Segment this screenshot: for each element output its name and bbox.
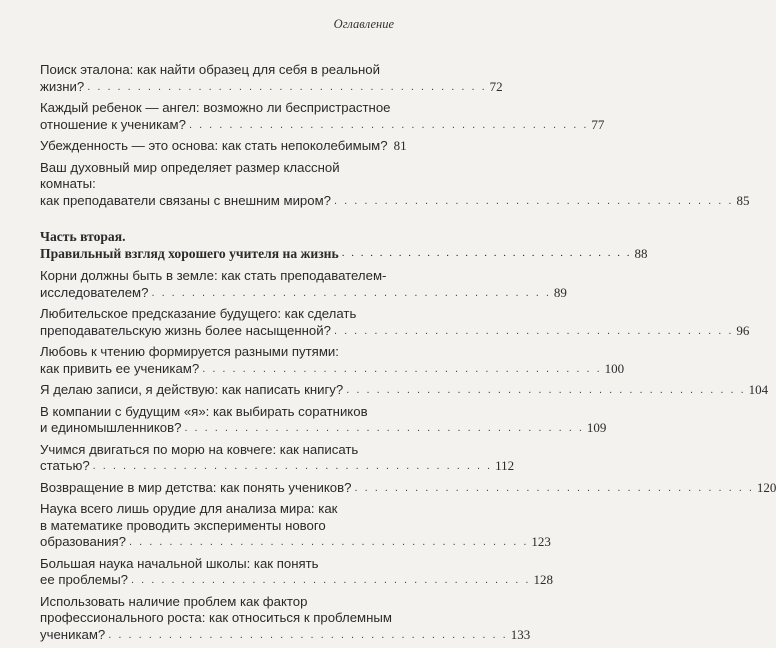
toc-entry-last-line <box>40 572 553 589</box>
part-title-row <box>40 245 648 262</box>
toc-entry-line: В компании с будущим «я»: как выбирать соратников <box>40 403 368 419</box>
toc-entry-last-line <box>40 138 407 155</box>
toc-entry <box>40 344 625 377</box>
toc-entry-line: Каждый ребенок — ангел: возможно ли беспристрастное <box>40 100 391 115</box>
page-number: 85 <box>736 192 750 208</box>
toc-part1-list <box>40 62 750 209</box>
toc-entry <box>40 501 551 551</box>
page-number: 89 <box>553 284 567 300</box>
toc-entry-line: Ваш духовный мир определяет размер классной комнаты: <box>40 159 340 191</box>
page-number: 112 <box>495 458 515 473</box>
page-number: 133 <box>510 626 531 642</box>
toc-entry-line: профессионального роста: как относиться к проблемным <box>40 610 392 625</box>
toc-entry <box>40 403 607 437</box>
toc-entry-text: ее проблемы? <box>40 572 129 587</box>
running-header: Оглавление <box>333 17 394 31</box>
page-number: 104 <box>748 382 769 397</box>
toc-entry-last-line <box>40 116 605 134</box>
part-heading: Часть вторая. <box>40 229 126 244</box>
toc-entry <box>40 382 769 399</box>
leader-dots: . . . . . . . . . . . . . . . . . . . . . . . . . . . . . . . . . . . . . . . . <box>354 481 754 494</box>
leader-dots: . . . . . . . . . . . . . . . . . . . . . . . . . . . . . . . . . . . . . . . . <box>202 362 602 375</box>
page-number: 81 <box>393 138 407 153</box>
toc-part2-list <box>40 268 776 643</box>
toc-entry-text: Возвращение в мир детства: как понять учеников? <box>40 479 352 495</box>
toc-entry-line: Наука всего лишь орудие для анализа мира: как <box>40 501 338 516</box>
leader-dots: . . . . . . . . . . . . . . . . . . . . . . . . . . . . . . . . . . . . . . . . <box>334 194 734 207</box>
leader-dots: . . . . . . . . . . . . . . . . . . . . . . . . . . . . . . . . . . . . . . . . <box>188 118 589 131</box>
toc-entry-text: статью? <box>40 458 90 473</box>
toc-entry-line: Корни должны быть в земле: как стать преподавателем- <box>40 268 387 283</box>
toc-entry-text: исследователем? <box>40 284 149 300</box>
toc-entry-line: Любительское предсказание будущего: как сделать <box>40 306 357 321</box>
page-number: 96 <box>736 322 750 338</box>
toc-entry-text: отношение к ученикам? <box>40 116 186 132</box>
page-number: 128 <box>533 572 553 587</box>
toc-entry-text: и единомышленников? <box>40 420 182 435</box>
page-number: 72 <box>489 78 503 94</box>
page-number: 88 <box>634 246 648 261</box>
toc-entry-line: Поиск эталона: как найти образец для себя в реальной <box>40 62 380 77</box>
toc-entry-line: Учимся двигаться по морю на ковчеге: как написать <box>40 441 359 457</box>
page-number: 100 <box>604 360 625 376</box>
toc-entry <box>40 306 750 339</box>
toc-entry-text: Убежденность — это основа: как стать непоколебимым? <box>40 138 388 153</box>
leader-dots: . . . . . . . . . . . . . . . . . . . . . . . . . . . . . . . <box>341 247 632 259</box>
page-number: 109 <box>586 420 607 435</box>
leader-dots: . . . . . . . . . . . . . . . . . . . . . . . . . . . . . . . . . . . . . . . . <box>333 324 734 337</box>
toc-entry-last-line <box>40 479 776 497</box>
table-of-contents <box>40 62 776 648</box>
leader-dots: . . . . . . . . . . . . . . . . . . . . . . . . . . . . . . . . . . . . . . . . <box>151 286 551 299</box>
leader-dots: . . . . . . . . . . . . . . . . . . . . . . . . . . . . . . . . . . . . . . . . <box>92 460 493 472</box>
toc-entry <box>40 62 503 95</box>
toc-entry-line: Большая наука начальной школы: как понять <box>40 555 319 571</box>
toc-entry <box>40 479 776 497</box>
toc-entry-line: в математике проводить эксперименты нового <box>40 517 326 533</box>
leader-dots: . . . . . . . . . . . . . . . . . . . . . . . . . . . . . . . . . . . . . . . . <box>87 80 487 93</box>
toc-entry-last-line <box>40 382 769 399</box>
toc-entry-text: жизни? <box>40 78 85 94</box>
toc-entry-last-line <box>40 192 750 210</box>
part-title: Правильный взгляд хорошего учителя на жизнь <box>40 246 339 261</box>
toc-entry-last-line <box>40 322 750 340</box>
toc-entry <box>40 555 553 589</box>
toc-entry-last-line <box>40 534 551 551</box>
toc-entry <box>40 441 515 475</box>
toc-entry-text: как привить ее ученикам? <box>40 360 200 376</box>
toc-entry-text: как преподаватели связаны с внешним миром? <box>40 192 332 208</box>
leader-dots: . . . . . . . . . . . . . . . . . . . . . . . . . . . . . . . . . . . . . . . . <box>108 628 508 641</box>
page-number: 77 <box>591 116 605 132</box>
toc-entry <box>40 593 531 644</box>
toc-entry-text: Я делаю записи, я действую: как написать книгу? <box>40 382 344 397</box>
toc-entry-last-line <box>40 78 503 96</box>
page-number: 120 <box>756 479 776 495</box>
toc-entry-text: преподавательскую жизнь более насыщенной? <box>40 322 331 338</box>
leader-dots: . . . . . . . . . . . . . . . . . . . . . . . . . . . . . . . . . . . . . . . . <box>346 384 746 396</box>
toc-entry <box>40 138 407 155</box>
toc-entry-text: образования? <box>40 534 126 549</box>
toc-entry <box>40 159 750 210</box>
toc-entry-last-line <box>40 284 567 302</box>
toc-entry-text: ученикам? <box>40 626 106 642</box>
toc-entry <box>40 100 605 133</box>
toc-entry-last-line <box>40 420 607 437</box>
leader-dots: . . . . . . . . . . . . . . . . . . . . . . . . . . . . . . . . . . . . . . . . <box>131 574 531 586</box>
toc-entry-last-line <box>40 360 625 378</box>
toc-entry-last-line <box>40 458 515 475</box>
toc-entry-line: Использовать наличие проблем как фактор <box>40 593 308 609</box>
toc-entry-last-line <box>40 626 531 644</box>
toc-entry-line: Любовь к чтению формируется разными путями: <box>40 344 339 359</box>
page-number: 123 <box>531 534 551 549</box>
toc-entry <box>40 268 567 301</box>
leader-dots: . . . . . . . . . . . . . . . . . . . . . . . . . . . . . . . . . . . . . . . . <box>128 536 529 548</box>
leader-dots: . . . . . . . . . . . . . . . . . . . . . . . . . . . . . . . . . . . . . . . . <box>184 422 584 434</box>
